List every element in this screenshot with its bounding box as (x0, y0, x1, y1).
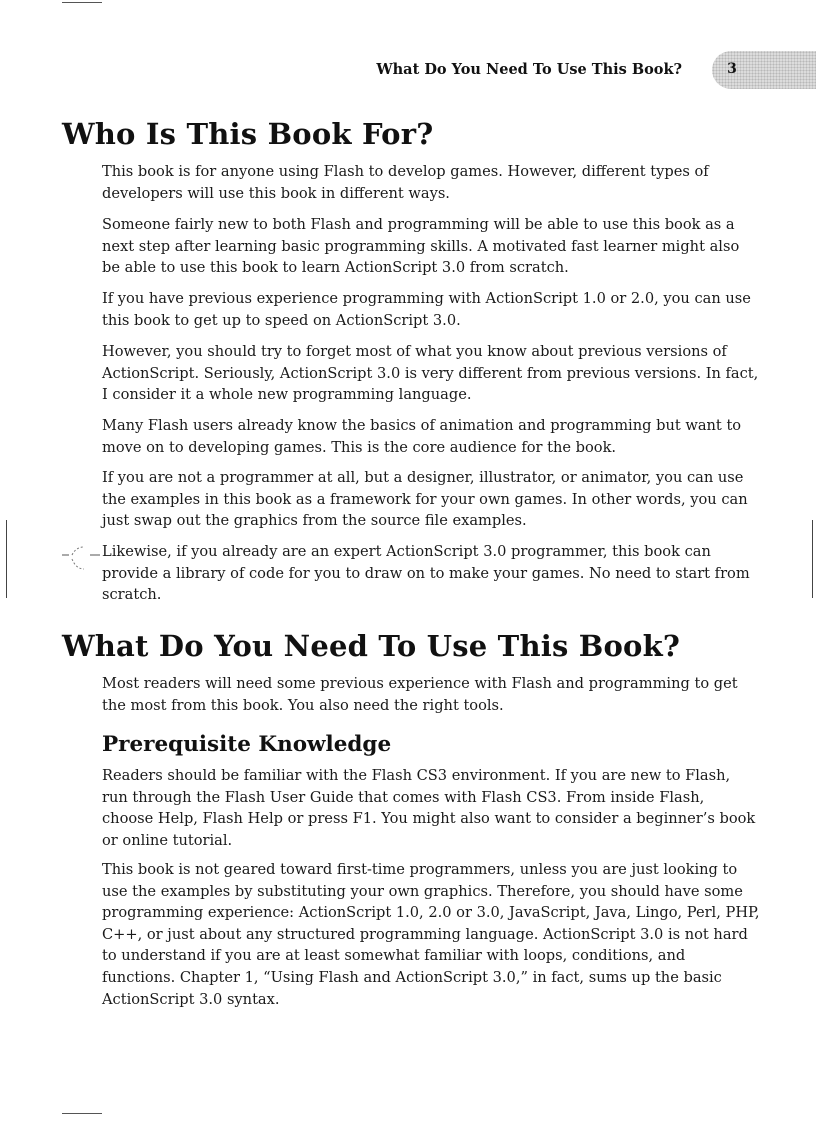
paragraph-audience-intro: This book is for anyone using Flash to develop games. However, different types of developers will use this book in different ways. (102, 163, 709, 202)
paragraph-programming-experience: This book is not geared toward first-time programmers, unless you are just looking to use the examples by substituting your own graphics. Therefore, you should have some programming experience: ActionScript 1.0, 2.0 or 3.0, JavaScript, Java, Lingo, Perl, PHP, C++, or just about any structured programming language. ActionScript 3.0 is not hard to understand if you are at least somewhat familiar with loops, conditions, and functions. Chapter 1, “Using Flash and ActionScript 3.0,” in fact, sums up the basic ActionScript 3.0 syntax. (102, 861, 760, 1008)
paragraph-designers: If you are not a programmer at all, but a designer, illustrator, or animator, you can use the examples in this book as a framework for your own games. In other words, you can just swap out the graphics from the source file examples. (102, 469, 748, 530)
paragraph-flash-environment: Readers should be familiar with the Flash CS3 environment. If you are new to Flash, run through the Flash User Guide that comes with Flash CS3. From inside Flash, choose Help, Flash Help or press F1. You might also want to consider a beginner’s book or online tutorial. (102, 767, 756, 849)
page-number: 3 (727, 61, 737, 77)
paragraph-previous-experience: If you have previous experience programming with ActionScript 1.0 or 2.0, you can use this book to get up to speed on ActionScript 3.0. (102, 290, 751, 329)
registration-mark-right (812, 520, 813, 598)
section-heading-what-do-you-need: What Do You Need To Use This Book? (62, 629, 681, 663)
paragraph-new-programmers: Someone fairly new to both Flash and programming will be able to use this book as a next step after learning basic programming skills. A motivated fast learner might also be able to use this book to learn ActionScript 3.0 from scratch. (102, 216, 740, 277)
section-heading-who-is-this-book-for: Who Is This Book For? (62, 117, 434, 151)
registration-mark-left (6, 520, 7, 598)
paragraph-need-intro: Most readers will need some previous experience with Flash and programming to get the most from this book. You also need the right tools. (102, 675, 738, 714)
crop-mark-bottom (62, 1113, 102, 1114)
subsection-heading-prerequisite-knowledge: Prerequisite Knowledge (102, 732, 392, 757)
crop-mark-top (62, 2, 102, 3)
margin-scribble-icon (60, 543, 100, 577)
paragraph-forget-previous-versions: However, you should try to forget most of what you know about previous versions of ActionScript. Seriously, ActionScript 3.0 is very different from previous versions. In fact, I consider it a whole new programming language. (102, 343, 759, 404)
running-head-title: What Do You Need To Use This Book? (376, 61, 682, 78)
paragraph-core-audience: Many Flash users already know the basics of animation and programming but want to move on to developing games. This is the core audience for the book. (102, 417, 742, 456)
paragraph-expert-programmers: Likewise, if you already are an expert ActionScript 3.0 programmer, this book can provide a library of code for you to draw on to make your games. No need to start from scratch. (102, 543, 750, 604)
